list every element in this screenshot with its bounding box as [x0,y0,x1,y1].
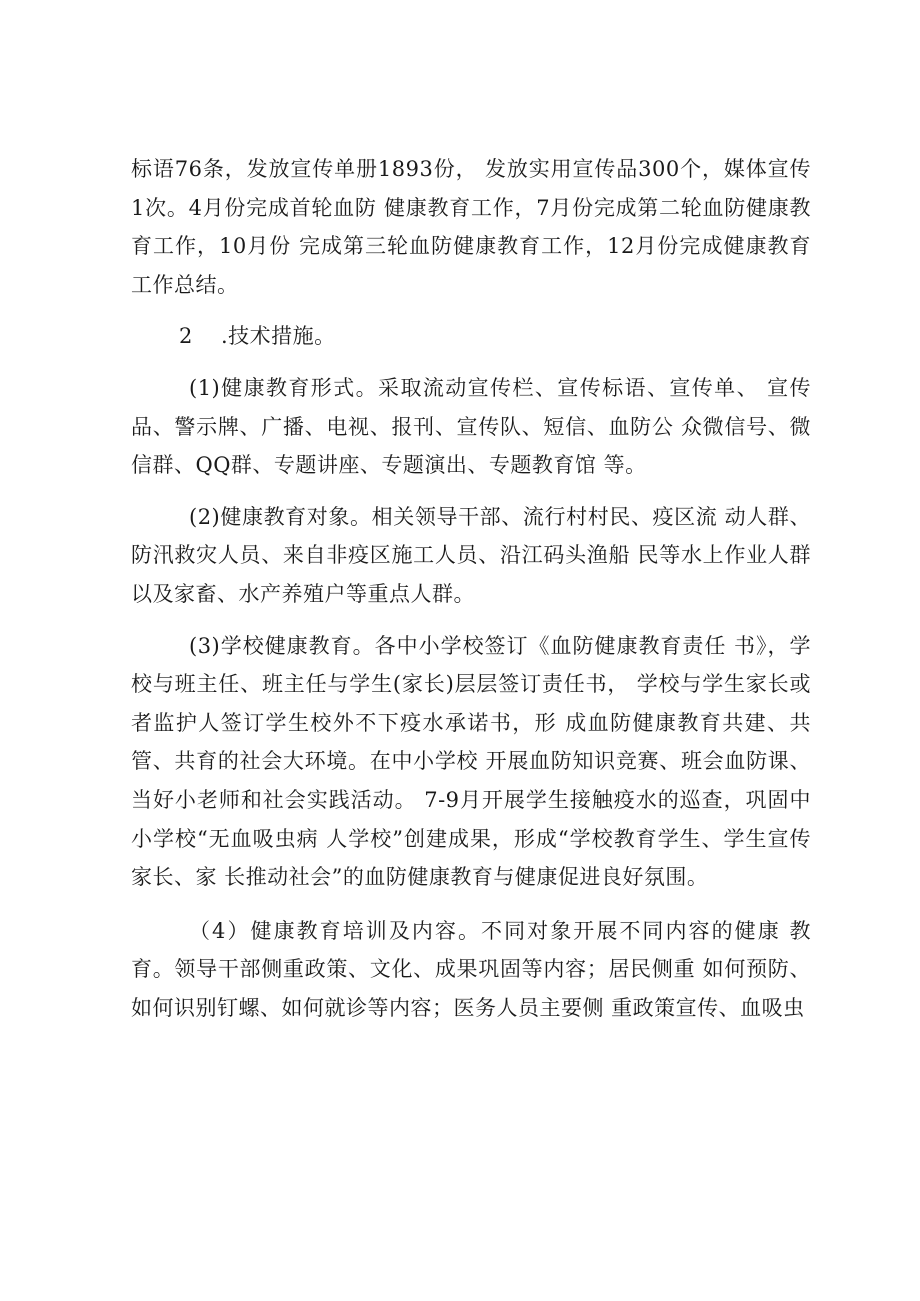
paragraph-education-targets: (2)健康教育对象。相关领导干部、流行村村民、疫区流 动人群、防汛救灾人员、来自非疫区施工人员、沿江码头渔船 民等水上作业人群以及家畜、水产养殖户等重点人群。 [131,504,811,606]
paragraph-education-forms: (1)健康教育形式。采取流动宣传栏、宣传标语、宣传单、 宣传品、警示牌、广播、电视、报刊、宣传队、短信、血防公 众微信号、微信群、QQ群、专题讲座、专题演出、专题教育馆 等。 [131,375,811,478]
paragraph-training-content: （4）健康教育培训及内容。不同对象开展不同内容的健康 教育。领导干部侧重政策、文化、成果巩固等内容；居民侧重 如何预防、如何识别钉螺、如何就诊等内容；医务人员主要侧 重政策宣传、血吸虫 [131,918,811,1020]
paragraph-continuation: 标语76条，发放宣传单册1893份， 发放实用宣传品300个，媒体宣传1次。4月份完成首轮血防 健康教育工作，7月份完成第二轮血防健康教育工作，10月份 完成第三轮血防健康教育工作，12月份完成健康教育工作总结。 [131,157,811,297]
document-body [131,150,811,1027]
section-number: 2 [179,324,193,349]
section-heading-technical-measures [131,317,811,356]
section-heading-text: .技术措施。 [221,324,336,349]
paragraph-school-education: (3)学校健康教育。各中小学校签订《血防健康教育责任 书》，学校与班主任、班主任与学生(家长)层层签订责任书， 学校与学生家长或者监护人签订学生校外不下疫水承诺书，形 成血防健康教育共建、共管、共育的社会大环境。在中小学校 开展血防知识竞赛、班会血防课、当好小老师和社会实践活动。 7-9月开展学生接触疫水的巡查，巩固中小学校“无血吸虫病 人学校”创建成果，形成“学校教育学生、学生宣传家长、家 长推动社会”的血防健康教育与健康促进良好氛围。 [131,633,811,890]
